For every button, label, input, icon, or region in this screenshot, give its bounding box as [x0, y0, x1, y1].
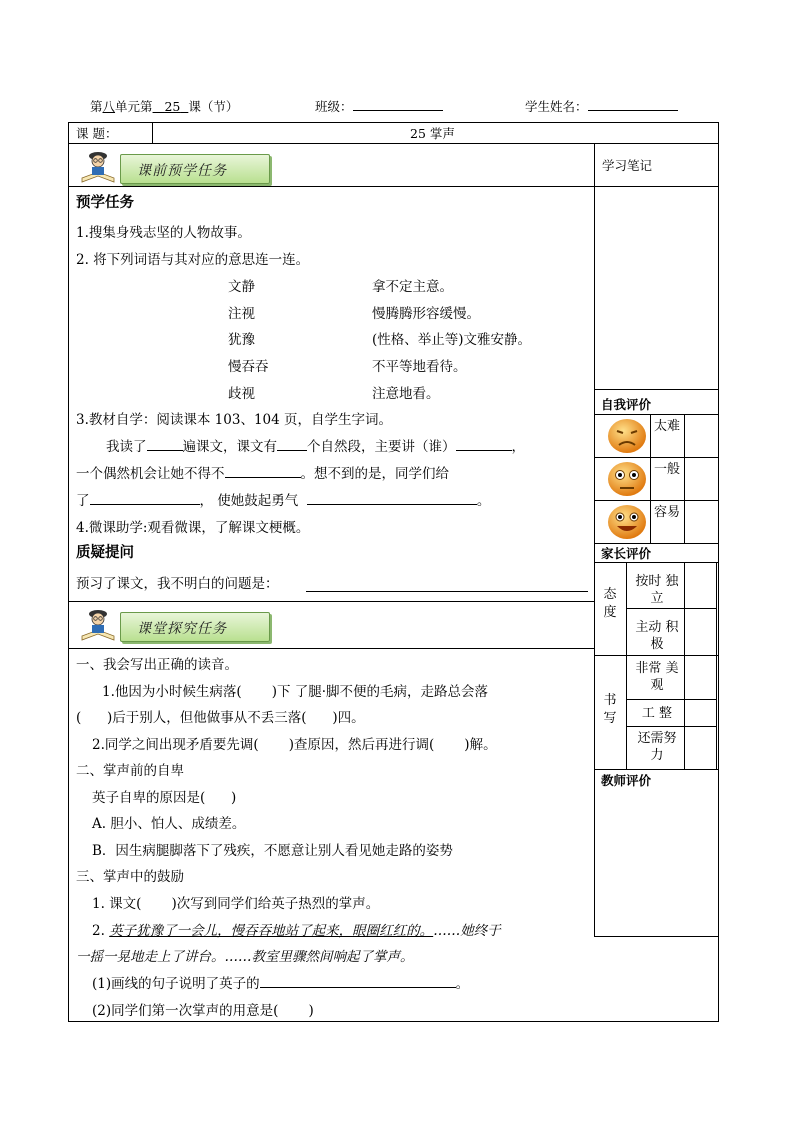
parent-eval-label: 家长评价	[601, 546, 652, 561]
writing-neat[interactable]: 工 整	[641, 706, 673, 721]
blank-courage[interactable]	[307, 492, 477, 505]
blank-read-times[interactable]	[147, 438, 183, 451]
pronunciation-line-2: ( )后于别人，但他做事从不丢三落( )四。	[76, 710, 365, 726]
match-word[interactable]: 注视	[228, 306, 255, 322]
match-meaning[interactable]: 拿不定主意。	[372, 279, 453, 295]
lesson-title: 25 掌声	[410, 126, 455, 141]
reason-question: 英子自卑的原因是( )	[92, 790, 237, 806]
match-meaning[interactable]: 注意地看。	[372, 386, 440, 402]
student-reading-icon	[78, 148, 118, 184]
preview-item-2: 2. 将下列词语与其对应的意思连一连。	[76, 252, 310, 268]
fill-read-times: 我读了 遍课文，课文有 个自然段，主要讲（谁） ，	[106, 439, 525, 455]
writing-label: 书写	[603, 693, 617, 726]
section-2-heading: 二、掌声前的自卑	[76, 763, 184, 779]
question-heading: 质疑提问	[76, 544, 134, 561]
student-name-field[interactable]: 学生姓名：	[525, 97, 678, 115]
writing-needs-work[interactable]: 还需努力	[637, 731, 677, 763]
preview-heading: 预学任务	[76, 194, 134, 211]
blank-who[interactable]	[456, 438, 512, 451]
header-unit: 第八单元第 25 课（节）	[90, 99, 239, 114]
match-meaning[interactable]: 不平等地看待。	[372, 359, 467, 375]
neutral-face-icon[interactable]	[605, 460, 649, 498]
underlined-sentence: 英子犹豫了一会儿，慢吞吞地站了起来，眼圈红红的。	[109, 923, 434, 939]
title-label: 课 题：	[76, 126, 118, 141]
option-b[interactable]: B．因生病腿脚落下了残疾，不愿意让别人看见她走路的姿势	[92, 843, 453, 859]
self-eval-label: 自我评价	[601, 397, 652, 412]
question-2: (2)同学们第一次掌声的用意是( )	[92, 1003, 314, 1019]
quote-line-1: 2. 英子犹豫了一会儿，慢吞吞地站了起来，眼圈红红的。……她终于	[92, 923, 501, 939]
blank-paragraphs[interactable]	[277, 438, 307, 451]
quote-line-2: 一摇一晃地走上了讲台。……教室里骤然间响起了掌声。	[76, 949, 414, 965]
preview-item-3: 3.教材自学：阅读课本 103、104 页，自学生字词。	[76, 412, 392, 428]
applause-count-line: 1. 课文( )次写到同学们给英子热烈的掌声。	[92, 896, 380, 912]
pronunciation-line-1: 1.他因为小时候生病落( )下 了腿·脚不便的毛病，走路总会落	[102, 684, 489, 700]
preview-item-4: 4.微课助学:观看微课，了解课文梗概。	[76, 520, 310, 536]
question-answer-line[interactable]	[306, 591, 588, 592]
attitude-independent[interactable]: 按时 独立	[635, 574, 679, 606]
pronunciation-line-3: 2.同学之间出现矛盾要先调( )查原因，然后再进行调( )解。	[92, 737, 497, 753]
match-word[interactable]: 慢吞吞	[228, 359, 269, 375]
match-word[interactable]: 犹豫	[228, 332, 255, 348]
preview-item-1: 1.搜集身残志坚的人物故事。	[76, 225, 251, 241]
option-a[interactable]: A. 胆小、怕人、成绩差。	[92, 816, 246, 832]
fill-courage: 了 ， 使她鼓起勇气 。	[76, 493, 491, 509]
section-1-heading: 一、我会写出正确的读音。	[76, 657, 238, 673]
teacher-eval-label: 教师评价	[601, 773, 652, 788]
section-3-heading: 三、掌声中的鼓励	[76, 869, 184, 885]
preview-banner: 课前预学任务	[72, 148, 272, 184]
attitude-label: 态度	[603, 587, 617, 620]
notes-label: 学习笔记	[602, 158, 653, 173]
student-reading-icon	[78, 606, 118, 642]
sad-face-icon[interactable]	[605, 417, 649, 455]
rating-easy: 容易	[654, 505, 681, 520]
rating-hard: 太难	[654, 419, 681, 434]
rating-average: 一般	[654, 462, 681, 477]
match-meaning[interactable]: 慢腾腾形容缓慢。	[372, 306, 480, 322]
match-word[interactable]: 歧视	[228, 386, 255, 402]
question-prompt: 预习了课文，我不明白的问题是：	[76, 576, 279, 592]
blank-had-to[interactable]	[225, 465, 301, 478]
happy-face-icon[interactable]	[605, 503, 649, 541]
question-1: (1)画线的句子说明了英子的 。	[92, 976, 470, 992]
blank-yingzi[interactable]	[260, 975, 456, 988]
blank-classmates-gave[interactable]	[90, 492, 200, 505]
fill-chance: 一个偶然机会让她不得不 。想不到的是，同学们给	[76, 466, 449, 482]
match-meaning[interactable]: (性格、举止等)文雅安静。	[372, 332, 532, 348]
class-field[interactable]: 班级：	[315, 97, 443, 115]
writing-beautiful[interactable]: 非常 美观	[635, 661, 679, 693]
match-word[interactable]: 文静	[228, 279, 255, 295]
classwork-banner: 课堂探究任务	[72, 606, 272, 642]
attitude-active[interactable]: 主动 积极	[635, 620, 679, 652]
